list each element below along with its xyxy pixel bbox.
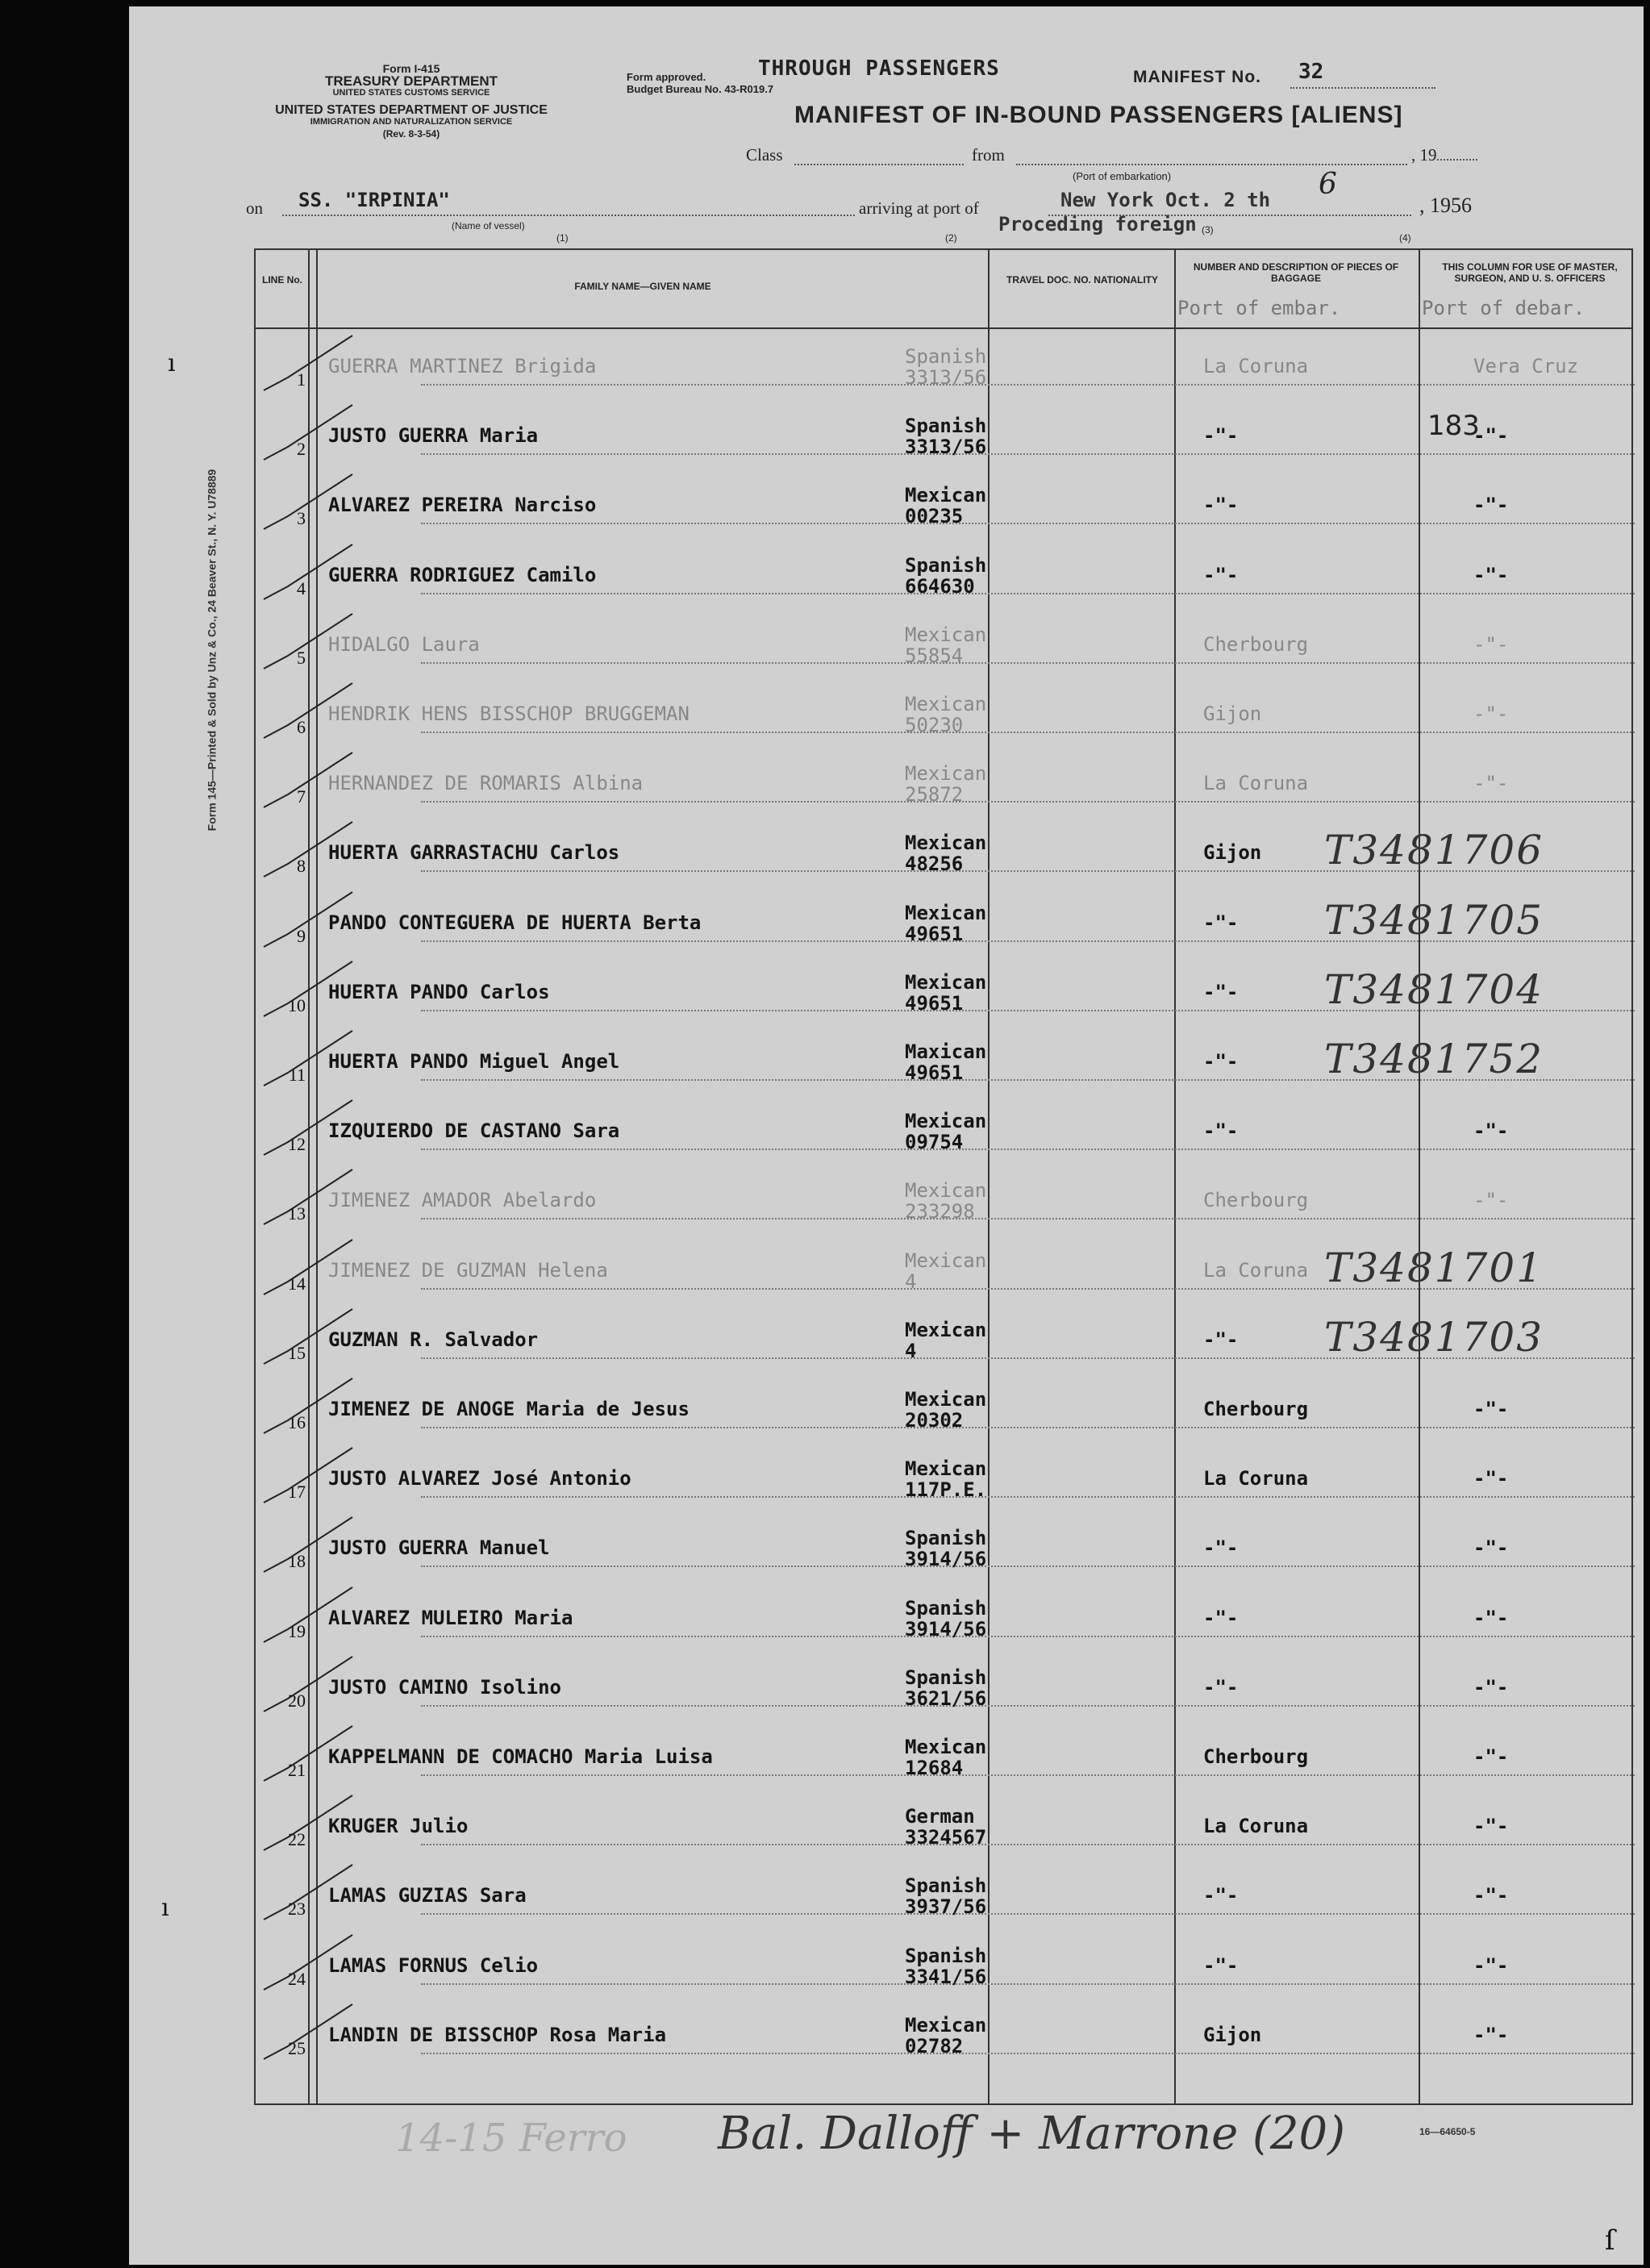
row-dotline xyxy=(421,453,1635,455)
baggage-port: La Coruna xyxy=(1203,772,1309,795)
table-row xyxy=(256,468,1635,537)
form-approved-line-2: Budget Bureau No. 43-R019.7 xyxy=(627,83,774,95)
margin-mark-top: ı xyxy=(168,349,176,377)
check-mark-icon xyxy=(256,1928,465,1998)
nationality: Spanish xyxy=(905,1944,987,1967)
passenger-name: JIMENEZ DE ANOGE Maria de Jesus xyxy=(328,1398,690,1420)
nationality: Spanish xyxy=(905,415,987,438)
officer-port: -"- xyxy=(1473,2023,1509,2046)
check-mark-icon xyxy=(256,468,465,537)
year-label-top xyxy=(1411,145,1477,165)
table-row xyxy=(256,886,1635,955)
header-baggage: NUMBER AND DESCRIPTION OF PIECES OF BAGGAGE xyxy=(1193,261,1399,284)
baggage-port: La Coruna xyxy=(1203,1815,1309,1838)
baggage-port: Gijon xyxy=(1203,702,1262,725)
row-dotline xyxy=(421,1636,1635,1637)
officer-port: -"- xyxy=(1473,1953,1509,1977)
row-dotline xyxy=(421,2053,1635,2054)
table-row xyxy=(256,1094,1635,1163)
check-mark-icon xyxy=(256,746,465,815)
nationality: German xyxy=(905,1805,975,1828)
check-mark-icon xyxy=(256,1650,465,1720)
handwritten-day: 6 xyxy=(1319,168,1337,201)
baggage-port: -"- xyxy=(1203,1884,1239,1907)
passenger-name: HERNANDEZ DE ROMARIS Albina xyxy=(328,772,644,795)
year-label-bottom xyxy=(1419,194,1472,218)
row-dotline xyxy=(421,1496,1635,1498)
from-dotline xyxy=(1016,164,1407,165)
check-mark-icon xyxy=(256,538,465,607)
customs-label: UNITED STATES CUSTOMS SERVICE xyxy=(332,88,490,98)
nationality: Spanish xyxy=(905,345,987,368)
margin-mark-bottom: ı xyxy=(161,1894,169,1922)
row-dotline xyxy=(421,662,1635,664)
travel-doc-number: 233298 xyxy=(905,1200,975,1224)
travel-doc-number: 09754 xyxy=(905,1131,964,1154)
passenger-name: HUERTA GARRASTACHU Carlos xyxy=(328,841,620,865)
port-embarkation-caption: (Port of embarkation) xyxy=(1073,170,1172,182)
table-row xyxy=(256,815,1635,885)
line-number: 16 xyxy=(288,1412,306,1432)
table-row xyxy=(256,329,1635,398)
baggage-port: Gijon xyxy=(1203,841,1262,865)
column-number-3: (3) xyxy=(1202,224,1214,236)
line-number: 1 xyxy=(297,369,306,390)
form-approved-line-1: Form approved. xyxy=(627,71,706,83)
nationality: Mexican xyxy=(905,484,987,507)
nationality: Mexican xyxy=(905,693,987,715)
baggage-port: La Coruna xyxy=(1203,1467,1309,1490)
table-row xyxy=(256,1720,1635,1789)
header-travel-doc: TRAVEL DOC. NO. NATIONALITY xyxy=(1006,274,1158,286)
line-number: 18 xyxy=(288,1551,306,1572)
header-line-no: LINE No. xyxy=(262,274,302,286)
table-row xyxy=(256,1998,1635,2067)
handwritten-number: T3481752 xyxy=(1324,1036,1544,1082)
line-number: 2 xyxy=(297,439,306,460)
travel-doc-number: 55854 xyxy=(905,644,964,667)
table-row xyxy=(256,1928,1635,1998)
nationality: Mexican xyxy=(905,623,987,646)
agency-block xyxy=(226,63,597,140)
ins-label: IMMIGRATION AND NATURALIZATION SERVICE xyxy=(310,117,513,127)
line-number: 21 xyxy=(288,1760,306,1780)
arriving-label: arriving at port of xyxy=(859,198,979,218)
line-number: 14 xyxy=(288,1273,306,1294)
table-row xyxy=(256,1650,1635,1720)
check-mark-icon xyxy=(256,1441,465,1511)
class-dotline xyxy=(794,164,964,165)
officer-port: -"- xyxy=(1473,702,1509,725)
row-dotline xyxy=(421,1983,1635,1985)
nationality: Mexican xyxy=(905,1110,987,1133)
arriving-port-value: New York Oct. 2 th xyxy=(1060,189,1271,211)
line-number: 3 xyxy=(297,508,306,529)
row-dotline xyxy=(421,801,1635,803)
class-label: Class xyxy=(746,145,783,165)
nationality: Spanish xyxy=(905,1874,987,1898)
line-number: 5 xyxy=(297,647,306,668)
column-number-4: (4) xyxy=(1399,232,1411,244)
baggage-port: -"- xyxy=(1203,563,1239,586)
year-value: 56 xyxy=(1451,194,1472,217)
line-number: 9 xyxy=(297,925,306,946)
line-number: 4 xyxy=(297,577,306,598)
baggage-port: La Coruna xyxy=(1203,1258,1309,1282)
travel-doc-number: 3914/56 xyxy=(905,1617,987,1641)
check-mark-icon xyxy=(256,1024,465,1094)
officer-port: -"- xyxy=(1473,1119,1509,1143)
through-passengers-stamp: THROUGH PASSENGERS xyxy=(758,56,1000,81)
check-mark-icon xyxy=(256,398,465,468)
nationality: Mexican xyxy=(905,1388,987,1411)
travel-doc-number: 49651 xyxy=(905,922,964,945)
baggage-port: -"- xyxy=(1203,911,1239,934)
bottom-faint-note: 14-15 Ferro xyxy=(395,2116,627,2161)
table-row xyxy=(256,607,1635,677)
passenger-name: HENDRIK HENS BISSCHOP BRUGGEMAN xyxy=(328,702,690,725)
year-prefix-bottom: , 19 xyxy=(1419,194,1451,217)
officer-port: -"- xyxy=(1473,772,1509,795)
passenger-name: JUSTO GUERRA Maria xyxy=(328,424,539,448)
line-number: 8 xyxy=(297,856,306,877)
form-print-number: 16—64650-5 xyxy=(1419,2126,1476,2137)
table-row xyxy=(256,1441,1635,1511)
officer-port: -"- xyxy=(1473,1398,1509,1420)
line-number: 19 xyxy=(288,1620,306,1641)
table-row xyxy=(256,1163,1635,1232)
officer-port: -"- xyxy=(1473,1467,1509,1490)
table-row xyxy=(256,1858,1635,1928)
manifest-page xyxy=(129,6,1644,2265)
row-dotline xyxy=(421,593,1635,594)
table-row xyxy=(256,1511,1635,1580)
bottom-handwritten-note: Bal. Dalloff + Marrone (20) xyxy=(718,2107,1346,2160)
baggage-port: -"- xyxy=(1203,1328,1239,1351)
officer-port: -"- xyxy=(1473,1189,1509,1212)
table-row xyxy=(256,746,1635,815)
nationality: Mexican xyxy=(905,1179,987,1203)
form-approved xyxy=(627,71,773,95)
officer-port: -"- xyxy=(1473,424,1509,448)
from-label: from xyxy=(972,145,1005,165)
column-number-2: (2) xyxy=(945,232,957,244)
arriving-dotline xyxy=(1048,215,1411,216)
on-label: on xyxy=(246,198,263,218)
passenger-name: GUERRA MARTINEZ Brigida xyxy=(328,355,597,377)
nationality: Mexican xyxy=(905,1249,987,1272)
year-prefix-top: , 19 xyxy=(1411,145,1437,165)
baggage-port: Cherbourg xyxy=(1203,632,1309,656)
row-dotline xyxy=(421,1844,1635,1845)
table-row xyxy=(256,1581,1635,1650)
passenger-name: LAMAS FORNUS Celio xyxy=(328,1953,539,1977)
manifest-no-label: MANIFEST No. xyxy=(1133,68,1261,86)
baggage-port: -"- xyxy=(1203,424,1239,448)
passenger-name: ALVAREZ PEREIRA Narciso xyxy=(328,494,597,517)
rev-label: (Rev. 8-3-54) xyxy=(382,128,440,140)
officer-port: -"- xyxy=(1473,1745,1509,1768)
passenger-name: JUSTO GUERRA Manuel xyxy=(328,1536,550,1560)
column-number-1: (1) xyxy=(556,232,569,244)
travel-doc-number: 25872 xyxy=(905,783,964,807)
check-mark-icon xyxy=(256,1163,465,1232)
travel-doc-number: 4 xyxy=(905,1339,917,1362)
officer-port: -"- xyxy=(1473,1536,1509,1560)
nationality: Mexican xyxy=(905,901,987,924)
baggage-port: -"- xyxy=(1203,494,1239,517)
handwritten-number: T3481706 xyxy=(1324,827,1544,874)
travel-doc-number: 3937/56 xyxy=(905,1895,987,1919)
officer-port: -"- xyxy=(1473,1606,1509,1629)
nationality: Mexican xyxy=(905,1457,987,1481)
check-mark-icon xyxy=(256,1511,465,1580)
table-row xyxy=(256,538,1635,607)
travel-doc-number: 20302 xyxy=(905,1409,964,1432)
officer-port: -"- xyxy=(1473,1815,1509,1838)
passenger-name: KRUGER Julio xyxy=(328,1815,469,1838)
handwritten-number: T3481704 xyxy=(1324,965,1544,1013)
passenger-name: GUERRA RODRIGUEZ Camilo xyxy=(328,563,597,586)
vessel-dotline xyxy=(282,215,855,216)
travel-doc-number: 02782 xyxy=(905,2034,964,2057)
check-mark-icon xyxy=(256,886,465,955)
row-dotline xyxy=(421,1149,1635,1150)
header-family-name: FAMILY NAME—GIVEN NAME xyxy=(574,281,711,292)
line-number: 24 xyxy=(288,1968,306,1989)
baggage-port: -"- xyxy=(1203,1536,1239,1560)
nationality: Maxican xyxy=(905,1040,987,1063)
handwritten-number: T3481701 xyxy=(1324,1244,1544,1291)
passenger-name: LANDIN DE BISSCHOP Rosa Maria xyxy=(328,2023,667,2046)
row-dotline xyxy=(421,732,1635,733)
passenger-name: GUZMAN R. Salvador xyxy=(328,1328,539,1351)
check-mark-icon xyxy=(256,1720,465,1789)
handwritten-number: T3481705 xyxy=(1324,896,1544,944)
stamp-port-debar: Port of debar. xyxy=(1422,297,1585,319)
passenger-name: KAPPELMANN DE COMACHO Maria Luisa xyxy=(328,1745,713,1768)
check-mark-icon xyxy=(256,1233,465,1303)
check-mark-icon xyxy=(256,677,465,746)
nationality: Mexican xyxy=(905,762,987,786)
line-number: 17 xyxy=(288,1482,306,1503)
travel-doc-number: 3313/56 xyxy=(905,366,987,389)
baggage-port: -"- xyxy=(1203,1675,1239,1699)
passenger-name: JUSTO CAMINO Isolino xyxy=(328,1675,561,1699)
officer-port: -"- xyxy=(1473,632,1509,656)
table-row xyxy=(256,955,1635,1024)
passenger-name: JIMENEZ AMADOR Abelardo xyxy=(328,1189,597,1212)
header-officers: THIS COLUMN FOR USE OF MASTER, SURGEON, AND U. S. OFFICERS xyxy=(1442,261,1618,284)
passenger-name: IZQUIERDO DE CASTANO Sara xyxy=(328,1119,620,1143)
nationality: Mexican xyxy=(905,970,987,994)
passenger-name: PANDO CONTEGUERA DE HUERTA Berta xyxy=(328,911,702,934)
passenger-name: HUERTA PANDO Miguel Angel xyxy=(328,1050,620,1073)
row-dotline xyxy=(421,384,1635,386)
passenger-name: HIDALGO Laura xyxy=(328,632,480,656)
check-mark-icon xyxy=(256,1789,465,1858)
baggage-port: Gijon xyxy=(1203,2023,1262,2046)
check-mark-icon xyxy=(256,1372,465,1441)
table-row xyxy=(256,677,1635,746)
passenger-name: JIMENEZ DE GUZMAN Helena xyxy=(328,1258,608,1282)
baggage-port: -"- xyxy=(1203,1606,1239,1629)
row-dotline xyxy=(421,523,1635,524)
line-number: 7 xyxy=(297,786,306,807)
travel-doc-number: 49651 xyxy=(905,1061,964,1084)
travel-doc-number: 3914/56 xyxy=(905,1548,987,1571)
officer-port: Vera Cruz xyxy=(1473,355,1579,377)
table-row xyxy=(256,1024,1635,1094)
check-mark-icon xyxy=(256,1094,465,1163)
baggage-port: Cherbourg xyxy=(1203,1189,1309,1212)
travel-doc-number: 48256 xyxy=(905,853,964,876)
travel-doc-number: 3621/56 xyxy=(905,1686,987,1710)
row-dotline xyxy=(421,1705,1635,1707)
travel-doc-number: 3341/56 xyxy=(905,1965,987,1988)
travel-doc-number: 3324567 xyxy=(905,1826,987,1849)
passenger-name: LAMAS GUZIAS Sara xyxy=(328,1884,527,1907)
check-mark-icon xyxy=(256,1303,465,1372)
form-number-label: Form I-415 xyxy=(382,62,440,75)
manifest-no-dotline xyxy=(1290,87,1435,89)
baggage-port: -"- xyxy=(1203,1119,1239,1143)
baggage-port: -"- xyxy=(1203,1953,1239,1977)
travel-doc-number: 49651 xyxy=(905,991,964,1015)
line-number: 20 xyxy=(288,1690,306,1711)
nationality: Mexican xyxy=(905,1318,987,1341)
page-title: MANIFEST OF IN-BOUND PASSENGERS [ALIENS] xyxy=(794,102,1403,128)
row-dotline xyxy=(421,1913,1635,1915)
check-mark-icon xyxy=(256,1998,465,2067)
line-number: 15 xyxy=(288,1342,306,1363)
manifest-no-value: 32 xyxy=(1298,60,1324,84)
passenger-name: JUSTO ALVAREZ José Antonio xyxy=(328,1467,631,1490)
travel-doc-number: 00235 xyxy=(905,505,964,528)
vessel-caption: (Name of vessel) xyxy=(452,220,525,231)
officer-port: -"- xyxy=(1473,563,1509,586)
table-row xyxy=(256,1233,1635,1303)
nationality: Spanish xyxy=(905,1596,987,1620)
line-number: 12 xyxy=(288,1134,306,1155)
nationality: Spanish xyxy=(905,1666,987,1689)
check-mark-icon xyxy=(256,329,465,398)
nationality: Mexican xyxy=(905,2013,987,2037)
vessel-name: SS. "IRPINIA" xyxy=(298,189,450,211)
line-number: 25 xyxy=(288,2037,306,2058)
check-mark-icon xyxy=(256,815,465,885)
officer-port: -"- xyxy=(1473,1675,1509,1699)
handwritten-number: T3481703 xyxy=(1324,1313,1544,1361)
baggage-port: Cherbourg xyxy=(1203,1745,1309,1768)
officer-port: -"- xyxy=(1473,494,1509,517)
check-mark-icon xyxy=(256,607,465,677)
nationality: Spanish xyxy=(905,553,987,577)
officer-port: -"- xyxy=(1473,1884,1509,1907)
line-number: 13 xyxy=(288,1203,306,1224)
stamp-port-embar: Port of embar. xyxy=(1177,297,1341,319)
check-mark-icon xyxy=(256,955,465,1024)
travel-doc-number: 4 xyxy=(905,1269,917,1293)
table-row xyxy=(256,1303,1635,1372)
treasury-label: TREASURY DEPARTMENT xyxy=(324,73,498,89)
travel-doc-number: 12684 xyxy=(905,1757,964,1779)
passenger-name: HUERTA PANDO Carlos xyxy=(328,980,550,1003)
justice-label: UNITED STATES DEPARTMENT OF JUSTICE xyxy=(275,103,548,117)
line-number: 23 xyxy=(288,1899,306,1920)
check-mark-icon xyxy=(256,1581,465,1650)
line-number: 22 xyxy=(288,1829,306,1850)
table-row xyxy=(256,1372,1635,1441)
travel-doc-number: 664630 xyxy=(905,574,975,598)
line-number: 10 xyxy=(288,994,306,1015)
baggage-port: La Coruna xyxy=(1203,355,1309,377)
line-number: 11 xyxy=(288,1065,306,1085)
check-mark-icon xyxy=(256,1858,465,1928)
handwritten-183: 183 xyxy=(1427,410,1480,442)
nationality: Spanish xyxy=(905,1527,987,1550)
travel-doc-number: 3313/56 xyxy=(905,436,987,459)
arriving-port-note: Proceding foreign xyxy=(998,213,1197,236)
row-dotline xyxy=(421,1218,1635,1219)
nationality: Mexican xyxy=(905,832,987,855)
row-dotline xyxy=(421,1774,1635,1776)
line-number: 6 xyxy=(297,717,306,737)
baggage-port: -"- xyxy=(1203,1050,1239,1073)
passenger-table xyxy=(254,248,1633,2105)
row-dotline xyxy=(421,1427,1635,1428)
travel-doc-number: 50230 xyxy=(905,714,964,736)
baggage-port: -"- xyxy=(1203,980,1239,1003)
table-row xyxy=(256,1789,1635,1858)
nationality: Mexican xyxy=(905,1736,987,1758)
passenger-name: ALVAREZ MULEIRO Maria xyxy=(328,1606,573,1629)
baggage-port: Cherbourg xyxy=(1203,1398,1309,1420)
travel-doc-number: 117P.E. xyxy=(905,1478,987,1502)
row-dotline xyxy=(421,1566,1635,1567)
corner-mark: ſ xyxy=(1605,2224,1615,2257)
printer-side-text: Form 145—Printed & Sold by Unz & Co., 24 Beaver St., N. Y. U78889 xyxy=(205,469,219,832)
